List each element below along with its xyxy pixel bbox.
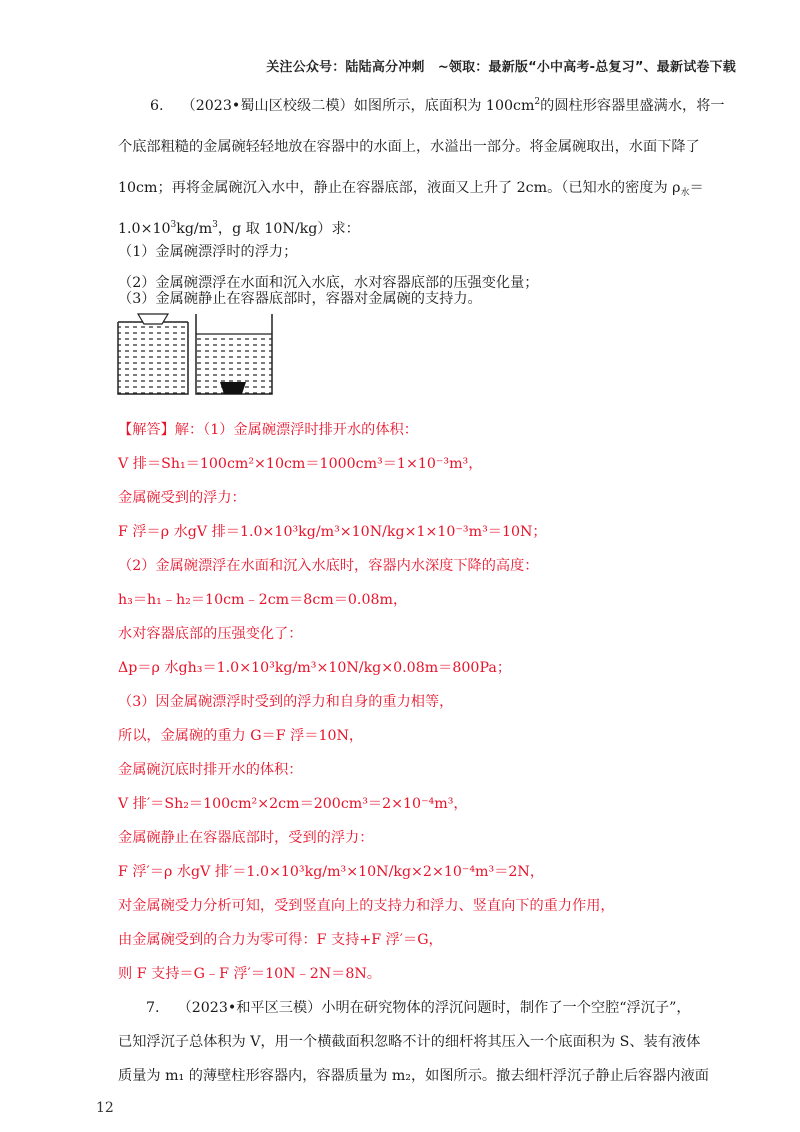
answer-line-3: 金属碗受到的浮力： [118,490,246,506]
container-floating-bowl [118,314,188,394]
answer-line-8: Δp＝ρ 水gh₃＝1.0×10³kg/m³×10N/kg×0.08m＝800Pa； [118,660,512,676]
container-sunken-bowl [196,314,272,394]
answer-line-7: 水对容器底部的压强变化了： [118,626,303,642]
q6-part-3: （3）金属碗静止在容器底部时，容器对金属碗的支持力。 [118,291,482,307]
answer-tag: 【解答】 [118,422,175,438]
answer-line-15: 对金属碗受力分析可知，受到竖直向上的支持力和浮力、竖直向下的重力作用， [118,898,615,914]
q6-part-1: （1）金属碗漂浮时的浮力； [118,244,298,260]
q6-line-1: 6. （2023•蜀山区校级二模）如图所示，底面积为 $100cm^2$的圆柱形容器里盛满水，将一 [150,97,725,114]
q6-number: 6. [150,98,164,114]
answer-line-4: F 浮＝ρ 水gV 排＝1.0×10³kg/m³×10N/kg×1×10⁻³m³＝10N； [118,524,547,540]
q6-line-3: 10cm；再将金属碗沉入水中，静止在容器底部，液面又上升了 2cm。（已知水的密度为 $\rho_水=$ [118,180,704,198]
answer-line-12: V 排′＝Sh₂＝100cm²×2cm＝200cm³＝2×10⁻⁴m³， [118,796,468,812]
q7-number: 7. [146,1000,160,1016]
answer-line-13: 金属碗静止在容器底部时，受到的浮力： [118,830,374,846]
q7-line-1: 7. （2023•和平区三模）小明在研究物体的浮沉问题时，制作了一个空腔“浮沉子”， [146,1000,691,1016]
answer-line-9: （3）因金属碗漂浮时受到的浮力和自身的重力相等， [118,694,454,710]
answer-line-6: h₃＝h₁﹣h₂＝10cm﹣2cm＝8cm＝0.08m， [118,592,408,608]
containers-figure [116,312,276,398]
answer-line-10: 所以，金属碗的重力 G＝F 浮＝10N， [118,728,364,744]
page-header: 关注公众号：陆陆高分冲刺 ~领取：最新版“小中高考-总复习”、最新试卷下载 [266,60,736,75]
answer-line-17: 则 F 支持＝G﹣F 浮′＝10N﹣2N＝8N。 [118,966,381,982]
q6-line-2: 个底部粗糙的金属碗轻轻地放在容器中的水面上，水溢出一部分。将金属碗取出，水面下降了 [118,139,700,155]
q7-source: （2023•和平区三模） [177,1000,322,1016]
answer-line-11: 金属碗沉底时排开水的体积： [118,762,303,778]
q6-part-2: （2）金属碗漂浮在水面和沉入水底，水对容器底部的压强变化量； [118,275,539,291]
q7-line-2: 已知浮沉子总体积为 V，用一个横截面积忽略不计的细杆将其压入一个底面积为 S、装有液体 [118,1034,701,1050]
page-number: 12 [96,1100,114,1116]
answer-line-16: 由金属碗受到的合力为零可得：F 支持+F 浮′＝G， [118,932,443,948]
answer-line-5: （2）金属碗漂浮在水面和沉入水底时，容器内水深度下降的高度： [118,558,539,574]
q7-line-3: 质量为 m₁ 的薄壁柱形容器内，容器质量为 m₂，如图所示。撤去细杆浮沉子静止后容器内液面 [118,1068,709,1084]
answer-line-1: 【解答】解：（1）金属碗漂浮时排开水的体积： [118,422,418,438]
q6-source: （2023•蜀山区校级二模） [181,98,354,114]
q6-line-4: $1.0\times 10^3kg/m^3$，g 取 10N/kg）求： [118,220,360,237]
answer-line-2: V 排＝Sh₁＝100cm²×10cm＝1000cm³＝1×10⁻³m³， [118,456,483,472]
answer-line-14: F 浮′＝ρ 水gV 排′＝1.0×10³kg/m³×10N/kg×2×10⁻⁴m³＝2N， [118,864,545,880]
